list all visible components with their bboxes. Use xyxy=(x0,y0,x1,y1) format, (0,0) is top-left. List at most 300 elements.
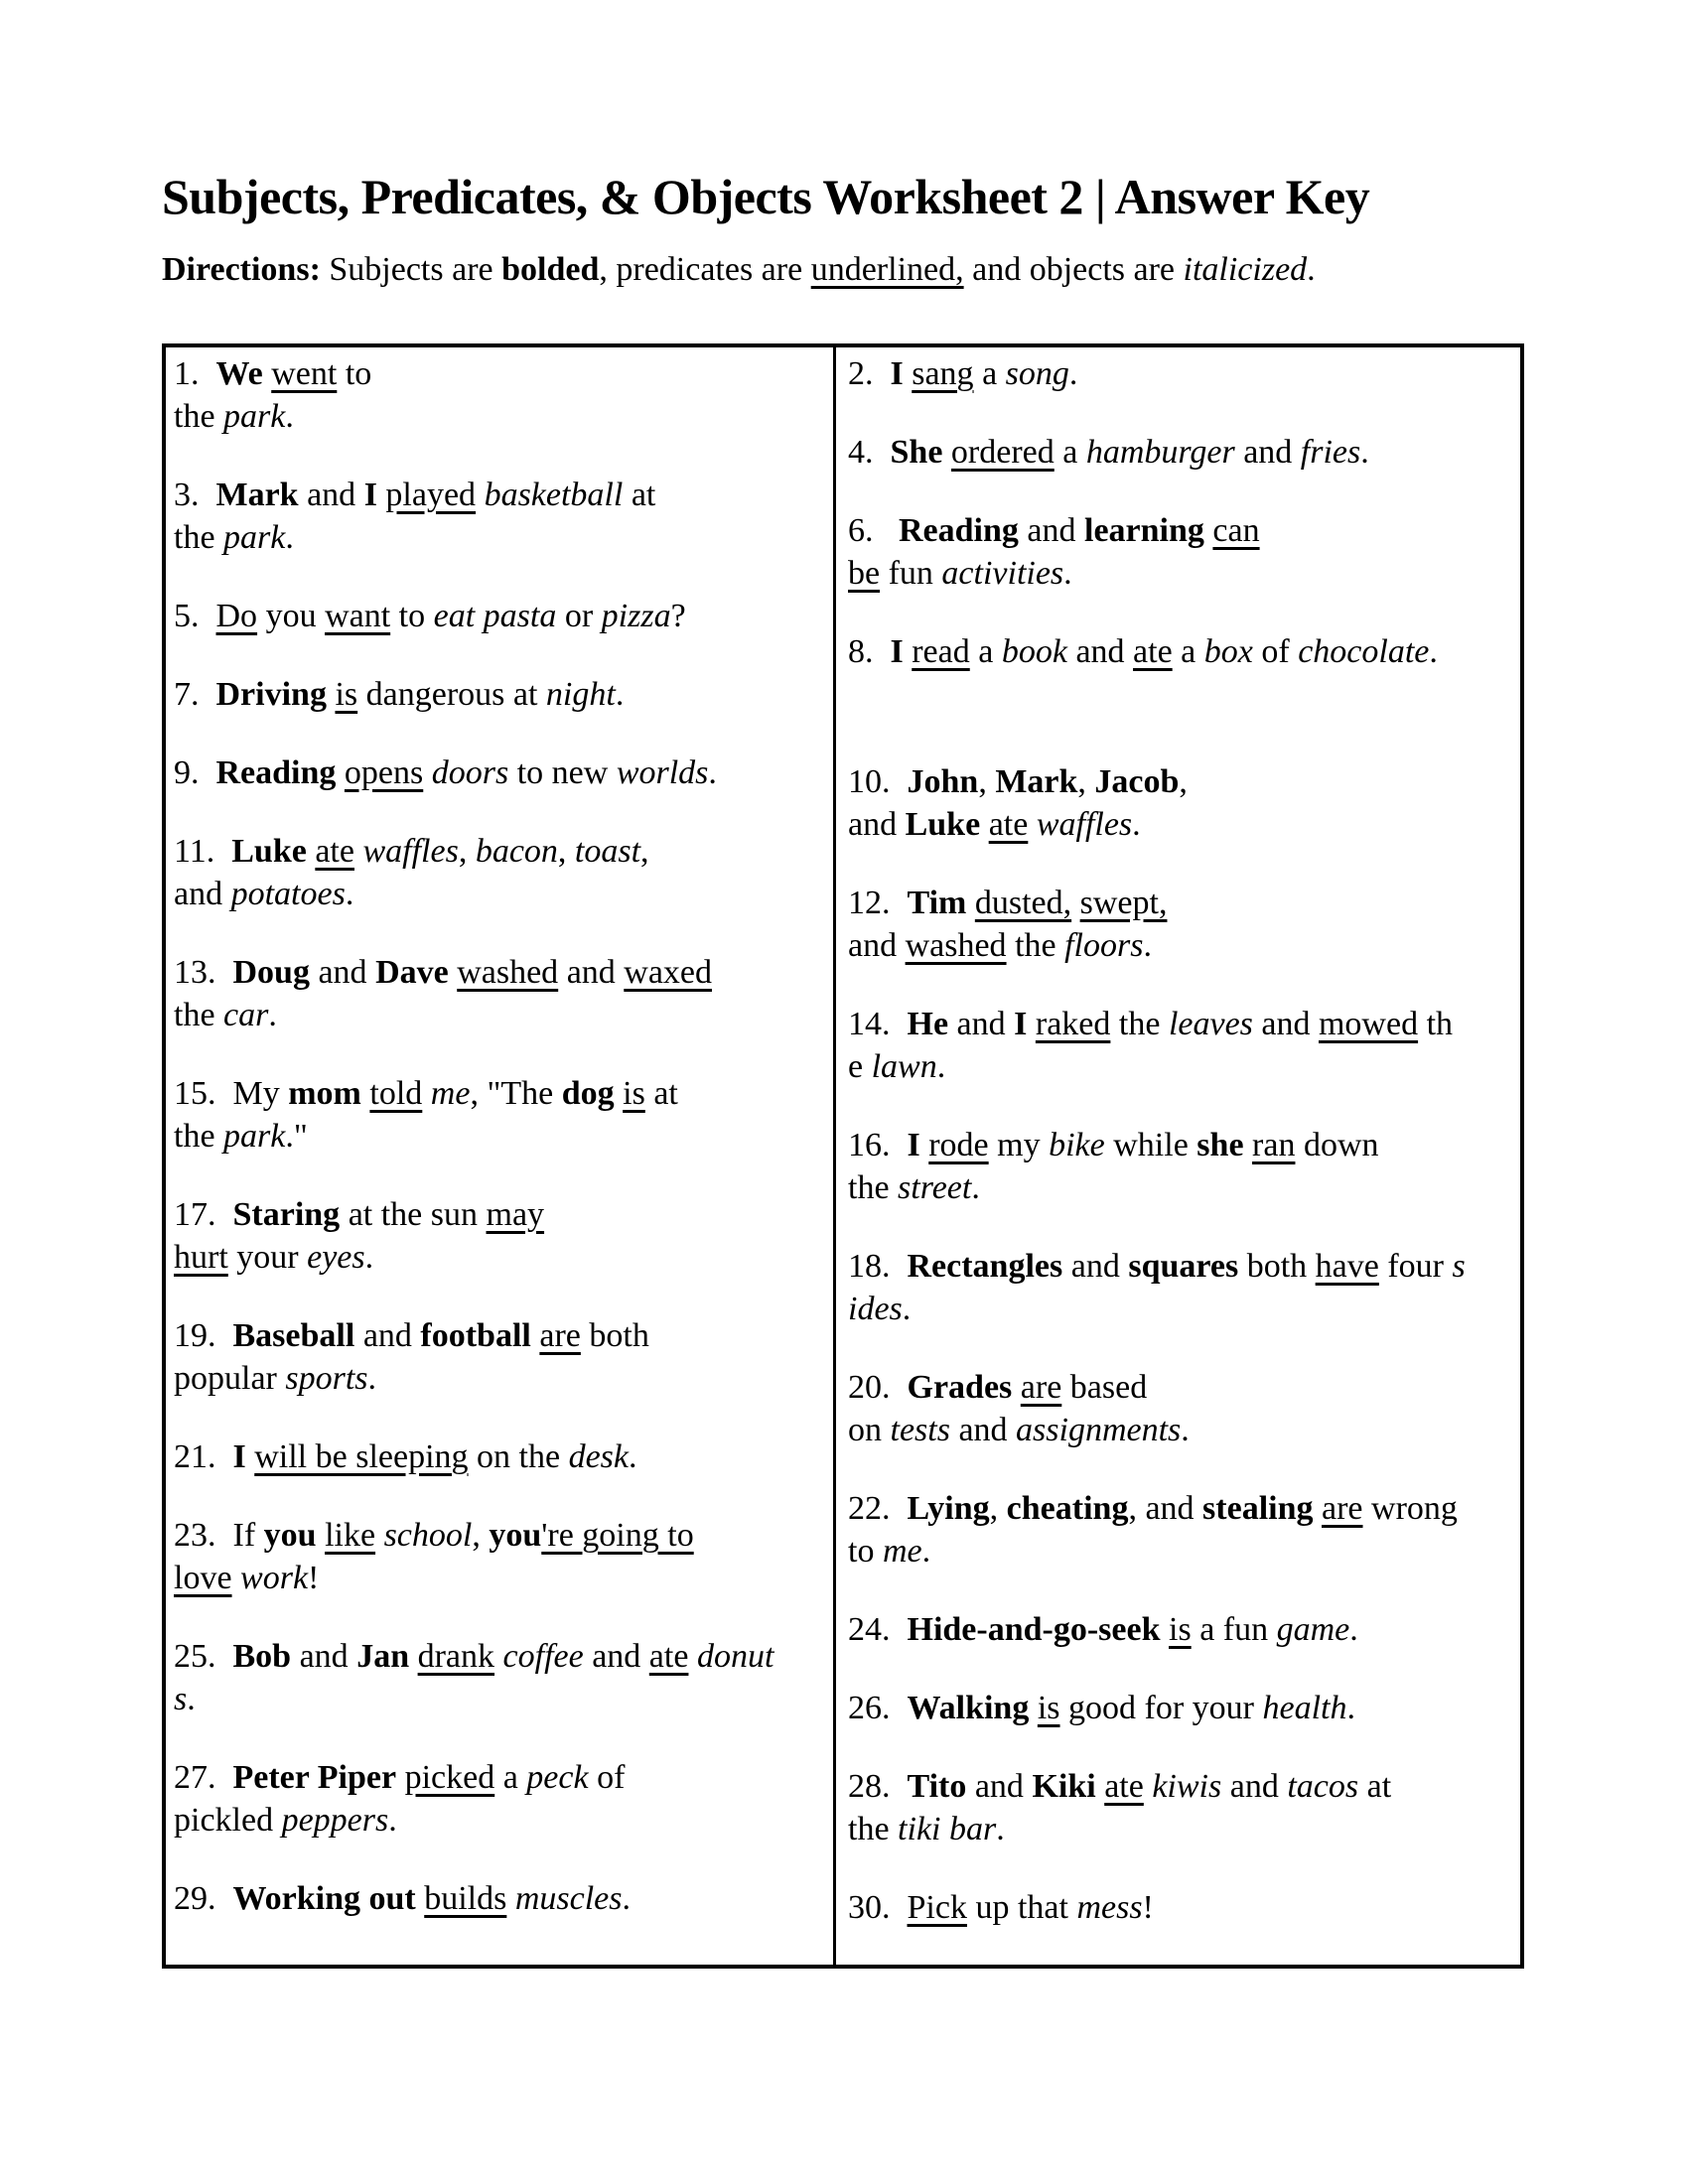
text-segment: . xyxy=(388,1802,397,1839)
text-segment: eat pasta xyxy=(433,598,557,634)
text-segment: . xyxy=(622,1880,631,1917)
text-segment: 2. xyxy=(848,355,891,392)
sentence-item-20 xyxy=(848,1366,1514,1451)
text-segment: 22. xyxy=(848,1490,908,1527)
text-segment: up that xyxy=(966,1889,1077,1926)
text-segment: italicized xyxy=(1183,251,1308,288)
text-segment: underlined, xyxy=(810,251,964,288)
sentence-item-3 xyxy=(174,474,827,559)
sentence-item-24 xyxy=(848,1608,1514,1651)
text-segment xyxy=(1028,806,1037,843)
text-segment: down xyxy=(1295,1127,1379,1163)
text-segment xyxy=(416,1880,425,1917)
text-segment xyxy=(246,1438,255,1475)
sentence-line xyxy=(174,395,827,438)
sentence-line xyxy=(848,924,1514,967)
text-segment: I xyxy=(363,477,377,513)
text-segment: . xyxy=(364,1239,374,1276)
text-segment: a fun xyxy=(1191,1611,1277,1648)
text-segment: donut xyxy=(696,1638,774,1675)
sentence-item-7 xyxy=(174,673,827,716)
text-segment: four xyxy=(1378,1248,1453,1285)
text-segment: Staring xyxy=(232,1196,341,1233)
text-segment: box xyxy=(1203,633,1253,670)
sentence-line xyxy=(174,830,827,873)
text-segment: 18. xyxy=(848,1248,908,1285)
text-segment: be xyxy=(848,555,881,592)
text-segment: raked xyxy=(1035,1006,1111,1042)
text-segment: she xyxy=(1196,1127,1244,1163)
text-segment: Tito xyxy=(907,1768,967,1805)
sentence-line xyxy=(174,1072,827,1115)
sentence-line xyxy=(174,1557,827,1599)
text-segment: Luke xyxy=(231,833,307,870)
sentence-line xyxy=(174,1799,827,1842)
text-segment: Luke xyxy=(905,806,981,843)
text-segment: peppers xyxy=(281,1802,389,1839)
text-segment xyxy=(476,477,485,513)
text-segment: assignments xyxy=(1016,1412,1182,1448)
sentence-line xyxy=(174,1435,827,1478)
sentence-item-5 xyxy=(174,595,827,637)
text-segment: coffee xyxy=(502,1638,584,1675)
text-segment xyxy=(409,1638,418,1675)
sentence-line xyxy=(848,760,1514,803)
text-segment: opens xyxy=(344,754,424,791)
text-segment: and xyxy=(583,1638,649,1675)
sentence-line xyxy=(848,509,1514,552)
text-segment: I xyxy=(1014,1006,1028,1042)
text-segment: a xyxy=(969,633,1002,670)
text-segment: at xyxy=(644,1075,678,1112)
text-segment: Directions: xyxy=(162,251,321,288)
text-segment: floors xyxy=(1064,927,1144,964)
sentence-line xyxy=(174,474,827,516)
sentence-item-8 xyxy=(848,630,1514,673)
text-segment: Tim xyxy=(907,885,967,921)
text-segment: . xyxy=(615,676,625,713)
text-segment: Peter Piper xyxy=(232,1759,397,1796)
text-segment: me xyxy=(430,1075,471,1112)
sentence-item-26 xyxy=(848,1687,1514,1729)
text-segment: health xyxy=(1262,1690,1347,1726)
text-segment: swept, xyxy=(1079,885,1168,921)
text-segment: both xyxy=(580,1317,649,1354)
text-segment: stealing xyxy=(1202,1490,1314,1527)
text-segment xyxy=(375,1517,384,1554)
sentence-line xyxy=(848,1366,1514,1409)
text-segment xyxy=(317,1517,326,1554)
text-segment xyxy=(1012,1369,1021,1406)
text-segment xyxy=(615,1075,624,1112)
sentence-line xyxy=(174,1314,827,1357)
text-segment: John xyxy=(907,763,979,800)
text-segment: and xyxy=(298,477,364,513)
text-segment: Jan xyxy=(356,1638,410,1675)
text-segment: popular xyxy=(174,1360,286,1397)
text-segment: or xyxy=(556,598,602,634)
sentence-item-23 xyxy=(174,1514,827,1599)
text-segment: my xyxy=(988,1127,1050,1163)
sentence-line xyxy=(174,1877,827,1920)
text-segment: , and xyxy=(1128,1490,1203,1527)
text-segment: the xyxy=(174,1118,224,1155)
text-segment: . xyxy=(1143,927,1152,964)
sentence-line xyxy=(848,1808,1514,1850)
text-segment: bike xyxy=(1049,1127,1105,1163)
text-segment: worlds xyxy=(616,754,709,791)
sentence-line xyxy=(174,1756,827,1799)
text-segment: I xyxy=(890,633,904,670)
text-segment: told xyxy=(369,1075,423,1112)
sentence-line xyxy=(848,1687,1514,1729)
text-segment: are xyxy=(1322,1490,1363,1527)
sentence-line xyxy=(174,595,827,637)
text-segment: ! xyxy=(308,1560,320,1596)
text-segment: waxed xyxy=(624,954,713,991)
text-segment: mom xyxy=(288,1075,361,1112)
text-segment: I xyxy=(890,355,904,392)
text-segment: muscles xyxy=(514,1880,623,1917)
text-segment: and xyxy=(848,927,906,964)
text-segment: lawn xyxy=(871,1048,937,1085)
sentence-line xyxy=(174,673,827,716)
text-segment: . xyxy=(996,1811,1005,1847)
text-segment: Mark xyxy=(995,763,1078,800)
text-segment: love xyxy=(174,1560,232,1596)
text-segment: tiki bar xyxy=(898,1811,997,1847)
sentence-line xyxy=(174,751,827,794)
text-segment xyxy=(232,1560,241,1596)
text-segment: leaves xyxy=(1168,1006,1253,1042)
text-segment: 14. xyxy=(848,1006,908,1042)
text-segment: me xyxy=(882,1533,922,1570)
sentence-item-2 xyxy=(848,352,1514,395)
sentence-line xyxy=(848,882,1514,924)
text-segment: Pick xyxy=(907,1889,967,1926)
text-segment: . xyxy=(1063,555,1072,592)
text-segment: you xyxy=(263,1517,317,1554)
sentence-item-19 xyxy=(174,1314,827,1400)
text-segment: of xyxy=(1252,633,1299,670)
sentence-line xyxy=(174,1635,827,1678)
text-segment xyxy=(396,1759,405,1796)
text-segment: dangerous at xyxy=(357,676,546,713)
sentence-item-9 xyxy=(174,751,827,794)
text-segment: , xyxy=(989,1490,1007,1527)
sentence-line xyxy=(174,516,827,559)
sentence-line xyxy=(848,1045,1514,1088)
text-segment xyxy=(1029,1690,1038,1726)
text-segment: and xyxy=(1234,434,1301,471)
text-segment: 23. If xyxy=(174,1517,264,1554)
text-segment: have xyxy=(1315,1248,1379,1285)
text-segment: We xyxy=(215,355,263,392)
text-segment: e xyxy=(848,1048,872,1085)
text-segment: ate xyxy=(988,806,1029,843)
text-segment: Rectangles xyxy=(907,1248,1063,1285)
text-segment: game xyxy=(1276,1611,1350,1648)
sentence-line xyxy=(848,1166,1514,1209)
text-segment: and xyxy=(848,806,906,843)
text-segment: Reading xyxy=(215,754,337,791)
text-segment: went xyxy=(271,355,338,392)
text-segment: basketball xyxy=(484,477,624,513)
text-segment: book xyxy=(1001,633,1067,670)
text-segment: street xyxy=(898,1169,972,1206)
text-segment: the xyxy=(1110,1006,1169,1042)
text-segment: kiwis xyxy=(1152,1768,1222,1805)
text-segment: will be sleeping xyxy=(254,1438,469,1475)
text-segment: fun xyxy=(880,555,942,592)
sentence-item-28 xyxy=(848,1765,1514,1850)
text-segment: and xyxy=(174,876,231,912)
text-segment: ate xyxy=(315,833,354,870)
text-segment: of xyxy=(588,1759,626,1796)
text-segment: Subjects are xyxy=(320,251,502,288)
text-segment xyxy=(1244,1127,1253,1163)
text-segment: and xyxy=(948,1006,1015,1042)
text-segment: . xyxy=(1068,355,1078,392)
text-segment: Baseball xyxy=(232,1317,355,1354)
text-segment: your xyxy=(227,1239,308,1276)
text-segment: a xyxy=(1054,434,1086,471)
text-segment: Reading xyxy=(899,512,1019,549)
text-segment: ate xyxy=(1104,1768,1144,1805)
text-segment xyxy=(1071,885,1080,921)
text-segment: , predicates are xyxy=(599,251,811,288)
text-segment: ." xyxy=(285,1118,308,1155)
text-segment: toast xyxy=(574,833,641,870)
text-segment: 12. xyxy=(848,885,908,921)
text-segment: you xyxy=(489,1517,542,1554)
text-segment: 7. xyxy=(174,676,216,713)
text-segment: learning xyxy=(1084,512,1204,549)
text-segment: 13. xyxy=(174,954,233,991)
text-segment xyxy=(1027,1006,1036,1042)
text-segment: mess xyxy=(1076,1889,1143,1926)
text-segment: . xyxy=(1181,1412,1190,1448)
text-segment: peck xyxy=(526,1759,589,1796)
text-segment: to new xyxy=(508,754,617,791)
text-segment: s xyxy=(1452,1248,1466,1285)
text-segment: ate xyxy=(1133,633,1173,670)
text-segment: hurt xyxy=(174,1239,228,1276)
text-segment: to xyxy=(337,355,372,392)
text-segment: He xyxy=(907,1006,949,1042)
text-segment xyxy=(980,806,989,843)
text-segment: . xyxy=(629,1438,637,1475)
text-segment: , "The xyxy=(470,1075,562,1112)
text-segment: picked xyxy=(404,1759,495,1796)
sentence-line xyxy=(174,1357,827,1400)
text-segment: fries xyxy=(1300,434,1361,471)
text-segment: Driving xyxy=(215,676,327,713)
text-segment: . xyxy=(367,1360,376,1397)
text-segment: Working out xyxy=(232,1880,416,1917)
text-segment xyxy=(506,1880,515,1917)
sentence-line xyxy=(848,431,1514,474)
text-segment: 19. xyxy=(174,1317,233,1354)
sentence-item-30 xyxy=(848,1886,1514,1929)
text-segment: a xyxy=(494,1759,527,1796)
sentence-item-15 xyxy=(174,1072,827,1158)
text-segment: mowed xyxy=(1318,1006,1419,1042)
text-segment xyxy=(1314,1490,1323,1527)
text-segment: and xyxy=(291,1638,357,1675)
text-segment: 26. xyxy=(848,1690,908,1726)
text-segment: 27. xyxy=(174,1759,233,1796)
text-segment: while xyxy=(1104,1127,1197,1163)
text-segment: 6. xyxy=(848,512,899,549)
text-segment: played xyxy=(385,477,477,513)
sentence-item-29 xyxy=(174,1877,827,1920)
text-segment: . xyxy=(921,1533,931,1570)
text-segment: washed xyxy=(457,954,559,991)
text-segment: park xyxy=(223,519,286,556)
text-segment: . xyxy=(708,754,717,791)
text-segment: Kiki xyxy=(1032,1768,1096,1805)
sentence-item-13 xyxy=(174,951,827,1036)
sentence-item-14 xyxy=(848,1003,1514,1088)
sentence-line xyxy=(848,630,1514,673)
text-segment: the xyxy=(174,398,224,435)
text-segment: ides xyxy=(848,1291,903,1327)
text-segment: 16. xyxy=(848,1127,908,1163)
table-column-right xyxy=(836,347,1520,1965)
text-segment: to xyxy=(390,598,434,634)
text-segment: dog xyxy=(561,1075,615,1112)
text-segment: ate xyxy=(648,1638,689,1675)
text-segment: squares xyxy=(1128,1248,1239,1285)
text-segment: , xyxy=(557,833,575,870)
text-segment: bolded xyxy=(501,251,600,288)
sentence-line xyxy=(848,803,1514,846)
sentence-item-25 xyxy=(174,1635,827,1720)
text-segment: . xyxy=(345,876,354,912)
sentence-line xyxy=(174,352,827,395)
text-segment: and xyxy=(558,954,625,991)
sentence-line xyxy=(848,1003,1514,1045)
sentence-item-27 xyxy=(174,1756,827,1842)
text-segment: at xyxy=(623,477,656,513)
sentence-line xyxy=(174,1236,827,1279)
sentence-line xyxy=(174,951,827,994)
sentence-line xyxy=(848,1530,1514,1572)
text-segment: wrong xyxy=(1362,1490,1458,1527)
text-segment: Grades xyxy=(907,1369,1013,1406)
text-segment: bacon xyxy=(475,833,558,870)
sentence-line xyxy=(848,1124,1514,1166)
text-segment: , xyxy=(1179,763,1188,800)
text-segment: Bob xyxy=(232,1638,292,1675)
text-segment: Doug xyxy=(232,954,310,991)
text-segment xyxy=(336,754,345,791)
text-segment: Do xyxy=(215,598,258,634)
sentence-line xyxy=(848,1487,1514,1530)
text-segment: , xyxy=(978,763,996,800)
text-segment: and xyxy=(1018,512,1085,549)
text-segment: 28. xyxy=(848,1768,908,1805)
text-segment: cheating xyxy=(1006,1490,1129,1527)
text-segment: . xyxy=(1360,434,1369,471)
text-segment: on xyxy=(848,1412,891,1448)
text-segment: and xyxy=(949,1412,1017,1448)
text-segment: 9. xyxy=(174,754,216,791)
sentence-line xyxy=(174,873,827,915)
text-segment: . xyxy=(902,1291,912,1327)
text-segment: can xyxy=(1212,512,1260,549)
text-segment: I xyxy=(907,1127,920,1163)
text-segment: night xyxy=(545,676,616,713)
page-title: Subjects, Predicates, & Objects Worksheet 2 | Answer Key xyxy=(162,169,1370,224)
text-segment: you xyxy=(257,598,326,634)
text-segment: work xyxy=(240,1560,309,1596)
text-segment: waffles xyxy=(362,833,459,870)
text-segment: . xyxy=(268,997,277,1033)
text-segment: pickled xyxy=(174,1802,282,1839)
text-segment: . xyxy=(187,1681,196,1717)
text-segment: read xyxy=(912,633,970,670)
text-segment: desk xyxy=(568,1438,629,1475)
text-segment: eyes xyxy=(307,1239,365,1276)
text-segment: and xyxy=(1252,1006,1319,1042)
text-segment: , xyxy=(472,1517,490,1554)
text-segment: and xyxy=(1221,1768,1288,1805)
text-segment: at the sun xyxy=(340,1196,487,1233)
sentence-line xyxy=(848,1245,1514,1288)
text-segment: the xyxy=(174,997,224,1033)
text-segment: and objects are xyxy=(963,251,1184,288)
text-segment: . xyxy=(936,1048,946,1085)
text-segment xyxy=(942,434,951,471)
text-segment: . xyxy=(285,398,294,435)
text-segment: Dave xyxy=(375,954,449,991)
text-segment xyxy=(494,1638,503,1675)
text-segment: is xyxy=(1037,1690,1060,1726)
text-segment: 29. xyxy=(174,1880,233,1917)
text-segment xyxy=(1096,1768,1105,1805)
text-segment: ! xyxy=(1142,1889,1154,1926)
text-segment: 15. My xyxy=(174,1075,289,1112)
sentence-line xyxy=(174,1514,827,1557)
text-segment: . xyxy=(1132,806,1141,843)
text-segment: are xyxy=(539,1317,581,1354)
text-segment: 10. xyxy=(848,763,908,800)
text-segment: and xyxy=(354,1317,421,1354)
sentence-line xyxy=(848,352,1514,395)
text-segment: and xyxy=(1062,1248,1129,1285)
text-segment: good for your xyxy=(1059,1690,1263,1726)
text-segment: at xyxy=(1358,1768,1392,1805)
text-segment xyxy=(1161,1611,1170,1648)
text-segment: waffles xyxy=(1036,806,1133,843)
text-segment: chocolate xyxy=(1298,633,1430,670)
text-segment: car xyxy=(223,997,269,1033)
directions xyxy=(162,248,1579,292)
text-segment: . xyxy=(1346,1690,1355,1726)
text-segment: and xyxy=(1066,633,1134,670)
text-segment: s xyxy=(174,1681,188,1717)
sentence-item-10 xyxy=(848,760,1514,846)
text-segment: , xyxy=(1077,763,1095,800)
sentence-item-6 xyxy=(848,509,1514,595)
answers-table xyxy=(162,343,1524,1969)
text-segment: drank xyxy=(417,1638,495,1675)
text-segment: ordered xyxy=(950,434,1055,471)
text-segment: 3. xyxy=(174,477,216,513)
text-segment: 11. xyxy=(174,833,232,870)
